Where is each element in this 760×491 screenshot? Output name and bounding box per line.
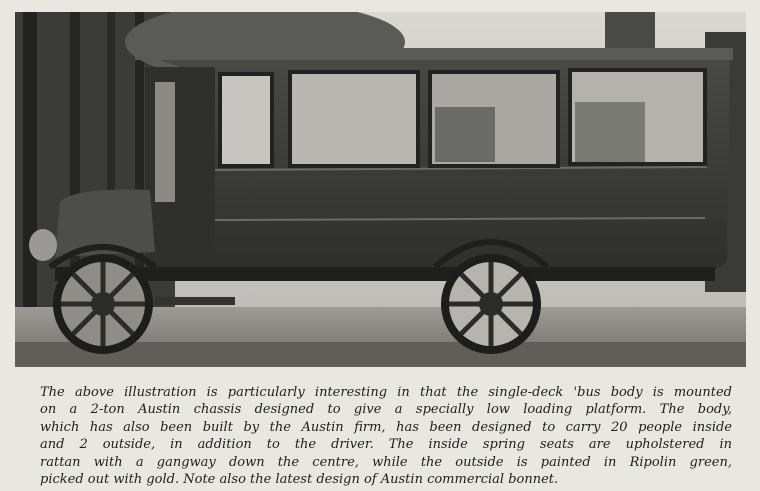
caption-line: picked out with gold. Note also the latest design of Austin commercial bonnet. [40, 472, 559, 488]
single-deck-bus-photo-icon [15, 12, 746, 367]
caption-line: rattan with a gangway down the centre, while the outside is painted in Ripolin green, [40, 454, 732, 470]
bus-photograph [15, 12, 746, 367]
caption-line: on a 2-ton Austin chassis designed to give a specially low loading platform. The body, [40, 402, 732, 418]
caption-line: which has also been built by the Austin firm, has been designed to carry 20 people inside [40, 419, 732, 435]
front-wheel-icon [53, 254, 153, 354]
photo-caption [40, 384, 732, 488]
caption-line: The above illustration is particularly interesting in that the single-deck 'bus body is mounted [40, 385, 732, 400]
caption-line: and 2 outside, in addition to the driver. The inside spring seats are upholstered in [40, 437, 732, 453]
rear-wheel-icon [441, 254, 541, 354]
